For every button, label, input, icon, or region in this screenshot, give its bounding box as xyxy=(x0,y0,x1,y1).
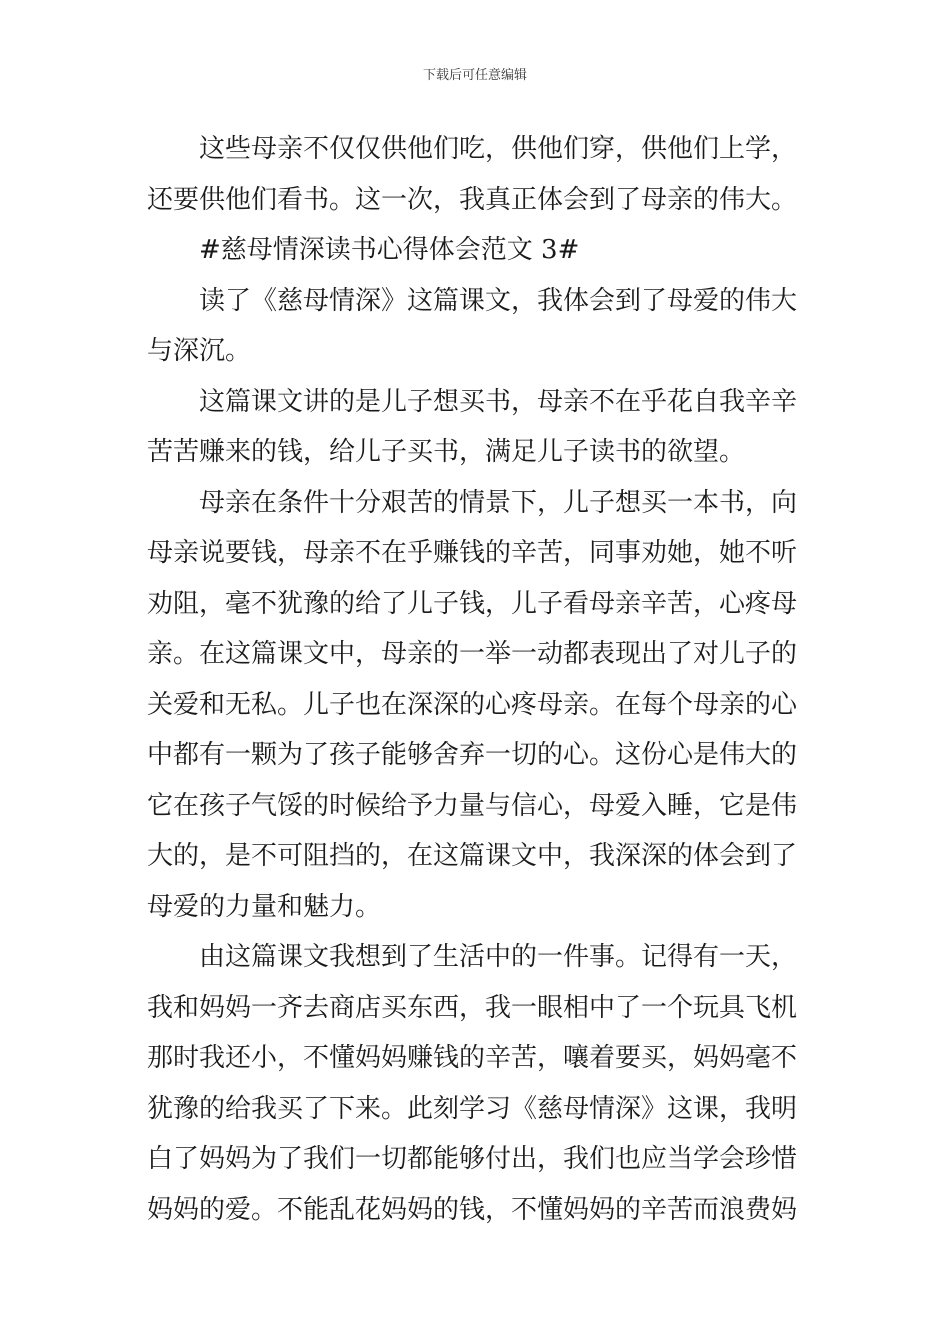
text-line: 这篇课文讲的是儿子想买书，母亲不在乎花自我辛辛 xyxy=(199,386,798,417)
text-line: 亲。在这篇课文中，母亲的一举一动都表现出了对儿子的 xyxy=(147,639,798,669)
text-line: 我和妈妈一齐去商店买东西，我一眼相中了一个玩具飞机 xyxy=(147,992,798,1023)
text-line: 关爱和无私。儿子也在深深的心疼母亲。在每个母亲的心 xyxy=(147,689,798,720)
text-line: 劝阻，毫不犹豫的给了儿子钱，儿子看母亲辛苦，心疼母 xyxy=(147,588,798,619)
text-line: 苦苦赚来的钱，给儿子买书，满足儿子读书的欲望。 xyxy=(147,437,746,467)
text-line: 犹豫的给我买了下来。此刻学习《慈母情深》这课，我明 xyxy=(147,1093,798,1124)
text-line: 母亲说要钱，母亲不在乎赚钱的辛苦，同事劝她，她不听 xyxy=(147,538,798,568)
text-line: 这些母亲不仅仅供他们吃，供他们穿，供他们上学， xyxy=(199,134,798,164)
document-body xyxy=(147,124,807,1235)
text-line: 它在孩子气馁的时候给予力量与信心，母爱入睡，它是伟 xyxy=(147,790,798,821)
text-line: 中都有一颗为了孩子能够舍弃一切的心。这份心是伟大的 xyxy=(147,740,798,770)
text-line: 与深沉。 xyxy=(147,336,252,366)
section-heading: #慈母情深读书心得体会范文 3# xyxy=(199,235,580,265)
text-line: 还要供他们看书。这一次，我真正体会到了母亲的伟大。 xyxy=(147,184,798,215)
text-line: 白了妈妈为了我们一切都能够付出，我们也应当学会珍惜 xyxy=(147,1144,798,1174)
page-header-note: 下载后可任意编辑 xyxy=(422,68,527,83)
text-line: 母亲在条件十分艰苦的情景下，儿子想买一本书，向 xyxy=(199,487,798,518)
text-line: 读了《慈母情深》这篇课文，我体会到了母爱的伟大 xyxy=(199,285,798,316)
text-line: 那时我还小，不懂妈妈赚钱的辛苦，嚷着要买，妈妈毫不 xyxy=(147,1043,798,1073)
text-line: 由这篇课文我想到了生活中的一件事。记得有一天， xyxy=(199,942,798,972)
text-line: 母爱的力量和魅力。 xyxy=(147,891,382,922)
text-line: 妈妈的爱。不能乱花妈妈的钱，不懂妈妈的辛苦而浪费妈 xyxy=(147,1194,798,1225)
text-line: 大的，是不可阻挡的，在这篇课文中，我深深的体会到了 xyxy=(147,841,798,871)
